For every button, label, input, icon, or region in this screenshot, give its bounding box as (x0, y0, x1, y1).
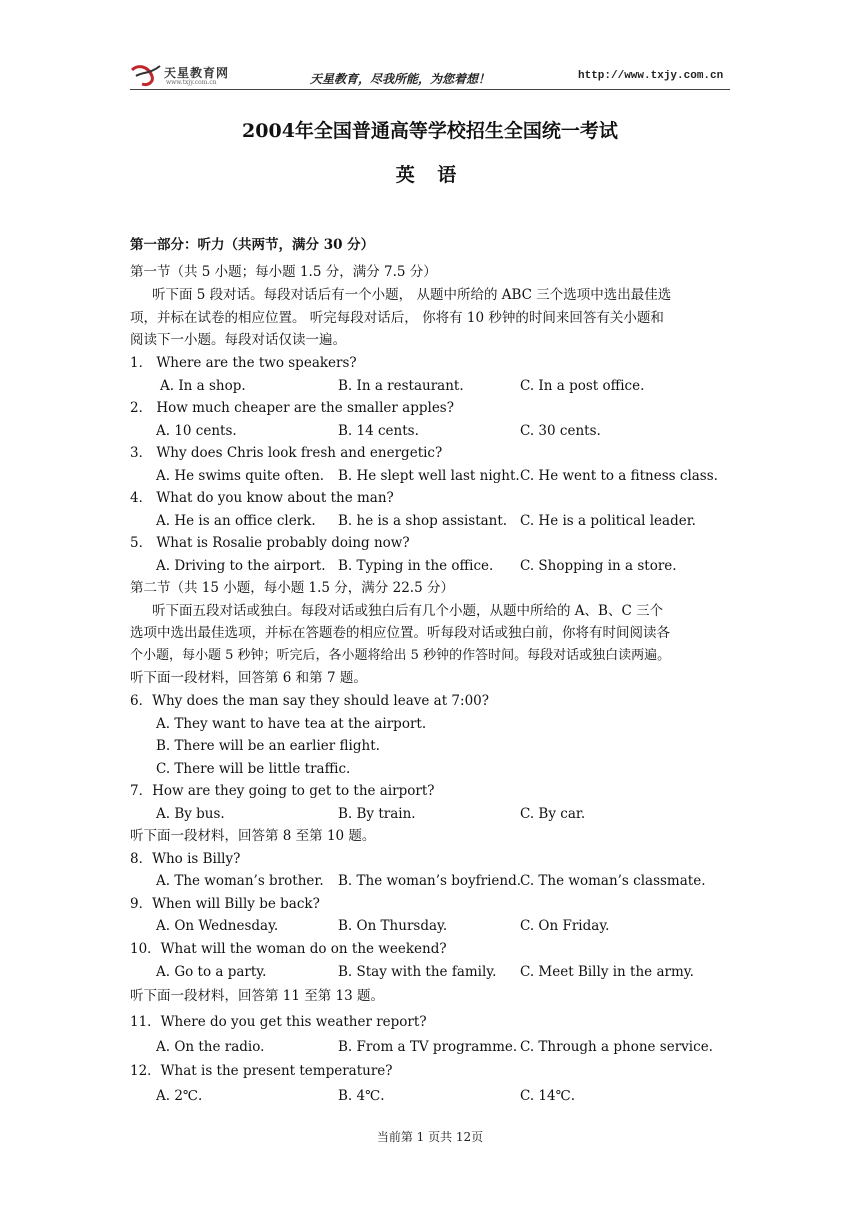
q11-option-b: B. From a TV programme. (338, 1039, 518, 1055)
q9-option-a: A. On Wednesday. (156, 918, 279, 934)
q5-option-c: C. Shopping in a store. (520, 558, 677, 574)
header-url[interactable]: http://www.txjy.com.cn (578, 70, 724, 82)
section1-instructions-line: 阅读下一小题。每段对话仅读一遍。 (130, 332, 346, 348)
question-1: 1． Where are the two speakers? (130, 355, 357, 371)
q7-option-b: B. By train. (338, 806, 416, 822)
q1-option-a: A. In a shop. (160, 378, 246, 394)
section2-heading: 第二节（共 15 小题，每小题 1.5 分，满分 22.5 分） (130, 580, 454, 596)
q6-option-a: A. They want to have tea at the airport. (156, 716, 427, 732)
q1-option-b: B. In a restaurant. (338, 378, 464, 394)
q10-option-b: B. Stay with the family. (338, 964, 497, 980)
swoosh-logo-icon (130, 62, 164, 88)
question-3: 3． Why does Chris look fresh and energetic? (130, 445, 443, 461)
page-footer: 当前第 1 页共 12页 (376, 1130, 484, 1144)
question-8: 8．Who is Billy? (130, 851, 241, 867)
page-header (130, 60, 730, 90)
q10-option-a: A. Go to a party. (156, 964, 267, 980)
q1-option-c: C. In a post office. (520, 378, 645, 394)
q8-option-c: C. The woman’s classmate. (520, 873, 706, 889)
part1-heading: 第一部分：听力（共两节，满分 30 分） (130, 237, 375, 253)
q12-option-c: C. 14℃. (520, 1088, 576, 1104)
q2-option-b: B. 14 cents. (338, 423, 419, 439)
question-5: 5． What is Rosalie probably doing now? (130, 535, 410, 551)
header-slogan: 天星教育，尽我所能，为您着想！ (310, 72, 491, 86)
material-note: 听下面一段材料，回答第 8 至第 10 题。 (130, 828, 376, 844)
q11-option-c: C. Through a phone service. (520, 1039, 713, 1055)
section1-heading: 第一节（共 5 小题；每小题 1.5 分，满分 7.5 分） (130, 264, 437, 280)
q9-option-c: C. On Friday. (520, 918, 610, 934)
q12-option-b: B. 4℃. (338, 1088, 385, 1104)
question-9: 9．When will Billy be back? (130, 896, 320, 912)
q12-option-a: A. 2℃. (156, 1088, 203, 1104)
exam-subject: 英 语 (395, 164, 465, 186)
q5-option-b: B. Typing in the office. (338, 558, 494, 574)
q11-option-a: A. On the radio. (156, 1039, 265, 1055)
logo-subtext: www.txjy.com.cn (166, 79, 217, 86)
q2-option-a: A. 10 cents. (156, 423, 237, 439)
section1-instructions-line: 项，并标在试卷的相应位置。 听完每段对话后， 你将有 10 秒钟的时间来回答有关小题和 (130, 310, 664, 326)
q3-option-b: B. He slept well last night. (338, 468, 520, 484)
question-10: 10．What will the woman do on the weekend? (130, 941, 447, 957)
question-4: 4． What do you know about the man? (130, 490, 394, 506)
q3-option-a: A. He swims quite often. (156, 468, 325, 484)
q4-option-c: C. He is a political leader. (520, 513, 696, 529)
material-note: 听下面一段材料，回答第 11 至第 13 题。 (130, 988, 385, 1004)
section2-instructions-line: 听下面五段对话或独白。每段对话或独白后有几个小题，从题中所给的 A、B、C 三个 (152, 603, 664, 619)
question-11: 11．Where do you get this weather report? (130, 1014, 427, 1030)
q8-option-a: A. The woman’s brother. (156, 873, 324, 889)
q7-option-a: A. By bus. (156, 806, 225, 822)
question-2: 2． How much cheaper are the smaller apples? (130, 400, 454, 416)
exam-title: 2004年全国普通高等学校招生全国统一考试 (242, 120, 618, 142)
question-7: 7．How are they going to get to the airport? (130, 783, 435, 799)
logo-text: 天星教育网 (164, 66, 230, 80)
q8-option-b: B. The woman’s boyfriend. (338, 873, 522, 889)
q4-option-b: B. he is a shop assistant. (338, 513, 508, 529)
q6-option-c: C. There will be little traffic. (156, 761, 351, 777)
q9-option-b: B. On Thursday. (338, 918, 448, 934)
section2-instructions-line: 选项中选出最佳选项，并标在答题卷的相应位置。听每段对话或独白前，你将有时间阅读各 (130, 625, 670, 641)
question-12: 12．What is the present temperature? (130, 1063, 393, 1079)
q10-option-c: C. Meet Billy in the army. (520, 964, 694, 980)
section1-instructions-line: 听下面 5 段对话。每段对话后有一个小题， 从题中所给的 ABC 三个选项中选出最佳选 (152, 287, 672, 303)
q6-option-b: B. There will be an earlier flight. (156, 738, 380, 754)
q4-option-a: A. He is an office clerk. (156, 513, 316, 529)
q7-option-c: C. By car. (520, 806, 586, 822)
question-6: 6．Why does the man say they should leave at 7:00? (130, 693, 489, 709)
material-note: 听下面一段材料，回答第 6 和第 7 题。 (130, 670, 367, 686)
q5-option-a: A. Driving to the airport. (156, 558, 326, 574)
q2-option-c: C. 30 cents. (520, 423, 601, 439)
q3-option-c: C. He went to a fitness class. (520, 468, 718, 484)
site-logo (130, 62, 230, 88)
section2-instructions-line: 个小题，每小题 5 秒钟；听完后，各小题将给出 5 秒钟的作答时间。每段对话或独白读两遍。 (130, 648, 671, 663)
header-divider (130, 89, 730, 90)
